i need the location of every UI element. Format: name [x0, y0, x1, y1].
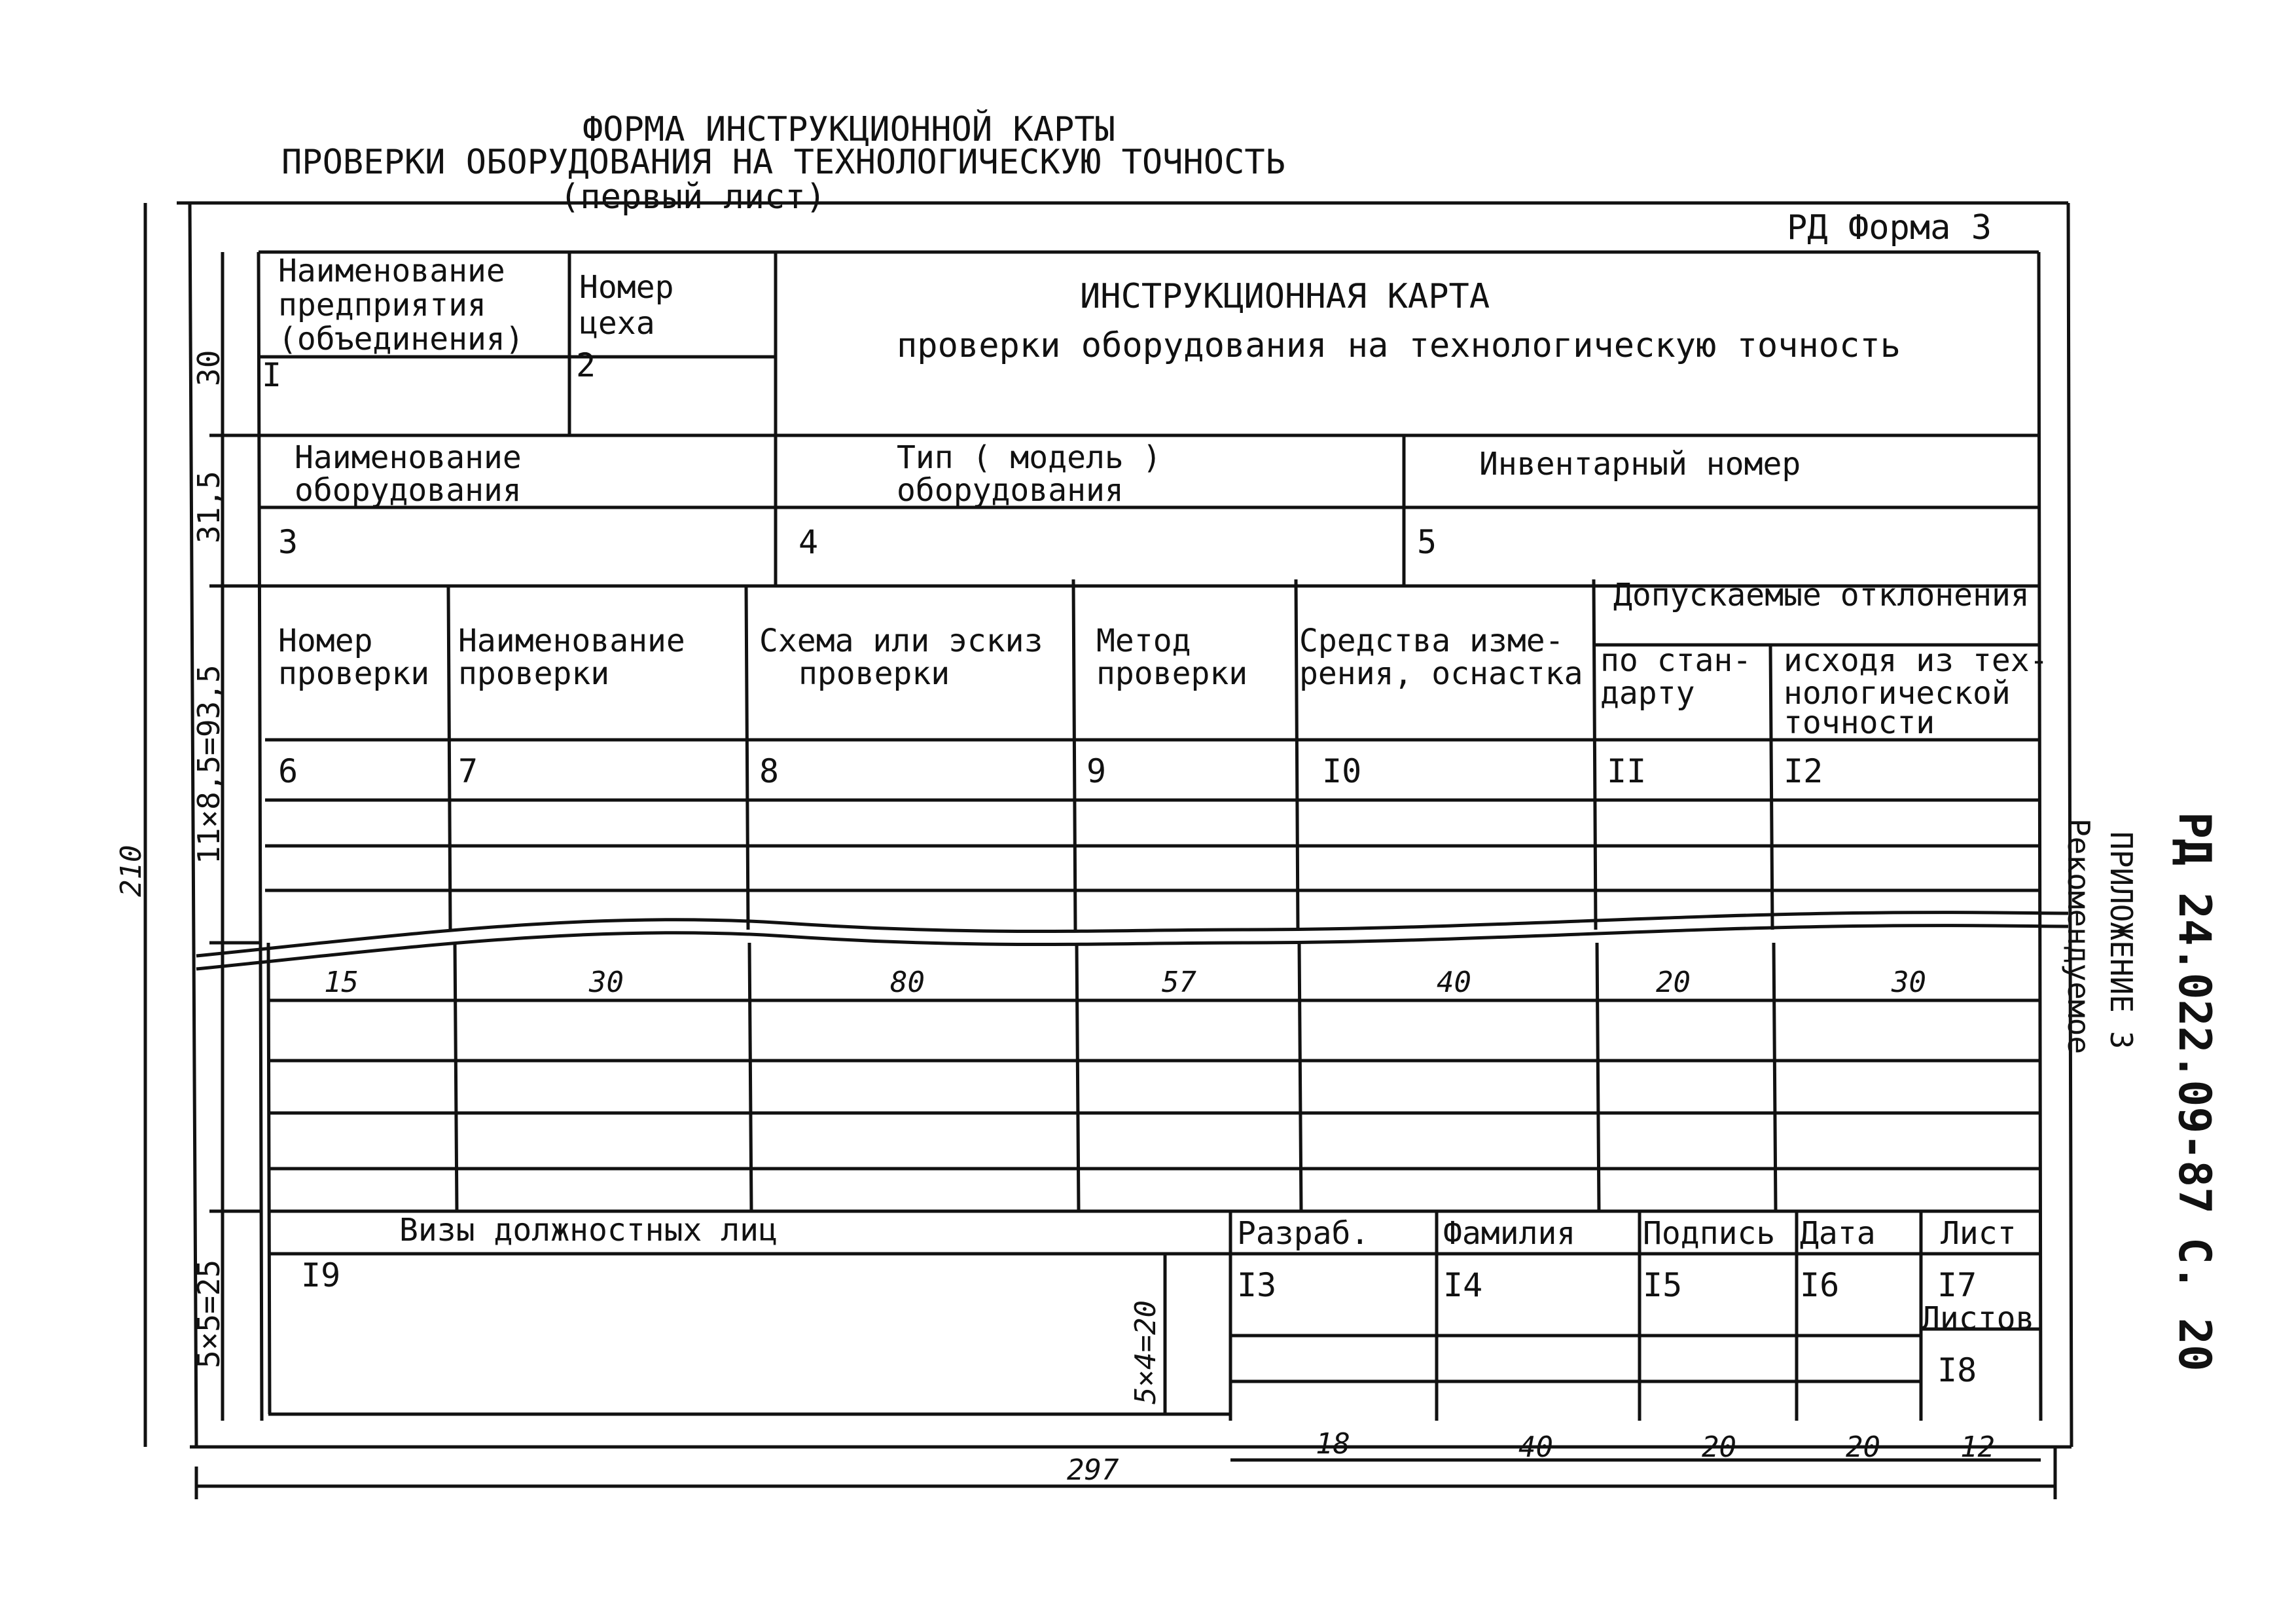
col-7-width: 30 [1892, 966, 1926, 999]
header-line-3: (первый лист) [560, 177, 826, 217]
col-6-label-1: по стан- [1600, 642, 1752, 679]
row-height-3: 11×8,5=93,5 [191, 665, 226, 864]
sign-value-1: I3 [1237, 1266, 1277, 1304]
visas-dimension: 5×4=20 [1129, 1300, 1162, 1404]
sign-header-2: Фамилия [1443, 1215, 1576, 1252]
sign-value-2: I4 [1443, 1266, 1483, 1304]
col-5-label-2: рения, оснастка [1299, 655, 1583, 692]
col-4-label-2: проверки [1096, 655, 1248, 692]
card-subtitle: проверки оборудования на технологическую точность [897, 326, 1901, 365]
col-6-label-2: дарту [1600, 675, 1695, 712]
col-7-value: I2 [1784, 752, 1823, 790]
sign-value-5: I7 [1937, 1266, 1977, 1304]
equipment-name-label-2: оборудования [295, 472, 522, 509]
col-2-label-1: Наименование [458, 623, 685, 659]
col-5-width: 40 [1437, 966, 1471, 999]
sign-header-1: Разраб. [1237, 1215, 1370, 1252]
col-3-width: 80 [890, 966, 925, 999]
shop-value: 2 [576, 346, 596, 384]
sheets-label: Листов [1921, 1300, 2035, 1337]
visas-value: I9 [301, 1256, 341, 1294]
recommended-label: Рекомендуемое [2061, 818, 2096, 1055]
shop-label-2: цеха [579, 305, 655, 342]
header-line-1: ФОРМА ИНСТРУКЦИОННОЙ КАРТЫ [583, 110, 1115, 149]
sign-dim-3: 20 [1702, 1431, 1736, 1464]
col-7-label-2: нологической [1784, 675, 2011, 712]
sign-value-3: I5 [1643, 1266, 1683, 1304]
visas-label: Визы должностных лиц [399, 1212, 778, 1249]
enterprise-value: I [262, 356, 282, 394]
col-2-label-2: проверки [458, 655, 610, 692]
col-3-label-1: Схема или эскиз [759, 623, 1043, 659]
equipment-name-label-1: Наименование [295, 439, 522, 476]
column-lines-lower [268, 943, 1776, 1414]
col-2-width: 30 [589, 966, 624, 999]
col-4-value: 9 [1086, 752, 1107, 790]
inventory-label: Инвентарный номер [1479, 446, 1801, 483]
equipment-type-label-1: Тип ( модель ) [897, 439, 1162, 476]
break-line [196, 913, 2068, 956]
enterprise-label-1: Наименование [278, 253, 505, 289]
inventory-value: 5 [1417, 523, 1437, 561]
total-height: 210 [115, 845, 148, 897]
equipment-type-value: 4 [798, 523, 819, 561]
col-1-label-1: Номер [278, 623, 373, 659]
col-5-label-1: Средства изме- [1299, 623, 1564, 659]
sheets-value: I8 [1937, 1351, 1977, 1389]
width-dimension [196, 1447, 2055, 1499]
shop-label-1: Номер [579, 269, 674, 306]
row-height-4: 5×5=25 [191, 1259, 226, 1368]
outer-frame [177, 203, 2072, 1447]
form-label: РД Форма 3 [1787, 208, 1992, 247]
sign-value-4: I6 [1800, 1266, 1840, 1304]
row-height-1: 30 [191, 350, 226, 386]
row-height-2: 31,5 [191, 471, 226, 543]
sign-dim-1: 18 [1316, 1427, 1350, 1461]
col-7-label-1: исходя из тех- [1784, 642, 2049, 679]
col-4-width: 57 [1162, 966, 1196, 999]
enterprise-label-3: (объединения) [278, 321, 524, 357]
deviation-header: Допускаемые отклонения [1613, 577, 2030, 613]
col-3-label-2: проверки [798, 655, 950, 692]
sign-dim-4: 20 [1846, 1431, 1880, 1464]
total-width: 297 [1067, 1453, 1119, 1487]
col-7-label-3: точности [1784, 704, 1935, 741]
card-title: ИНСТРУКЦИОННАЯ КАРТА [1080, 277, 1490, 316]
col-1-width: 15 [324, 966, 359, 999]
col-6-width: 20 [1656, 966, 1691, 999]
col-6-value: II [1607, 752, 1647, 790]
col-1-value: 6 [278, 752, 298, 790]
sign-header-4: Дата [1800, 1215, 1876, 1252]
col-3-value: 8 [759, 752, 780, 790]
enterprise-label-2: предприятия [278, 287, 486, 323]
equipment-name-value: 3 [278, 523, 298, 561]
col-1-label-2: проверки [278, 655, 430, 692]
sign-dim-2: 40 [1518, 1431, 1553, 1464]
appendix-label: ПРИЛОЖЕНИЕ 3 [2104, 831, 2139, 1049]
sign-header-3: Подпись [1643, 1215, 1776, 1252]
doc-number: РД 24.022.09-87 [2168, 812, 2220, 1214]
equipment-type-label-2: оборудования [897, 472, 1124, 509]
header-line-2: ПРОВЕРКИ ОБОРУДОВАНИЯ НА ТЕХНОЛОГИЧЕСКУЮ ТОЧНОСТЬ [281, 143, 1286, 182]
col-2-value: 7 [458, 752, 478, 790]
col-4-label-1: Метод [1096, 623, 1191, 659]
page-number: С. 20 [2168, 1237, 2220, 1372]
sign-dim-5: 12 [1960, 1431, 1995, 1464]
sign-header-5: Лист [1941, 1215, 2017, 1252]
col-5-value: I0 [1322, 752, 1362, 790]
